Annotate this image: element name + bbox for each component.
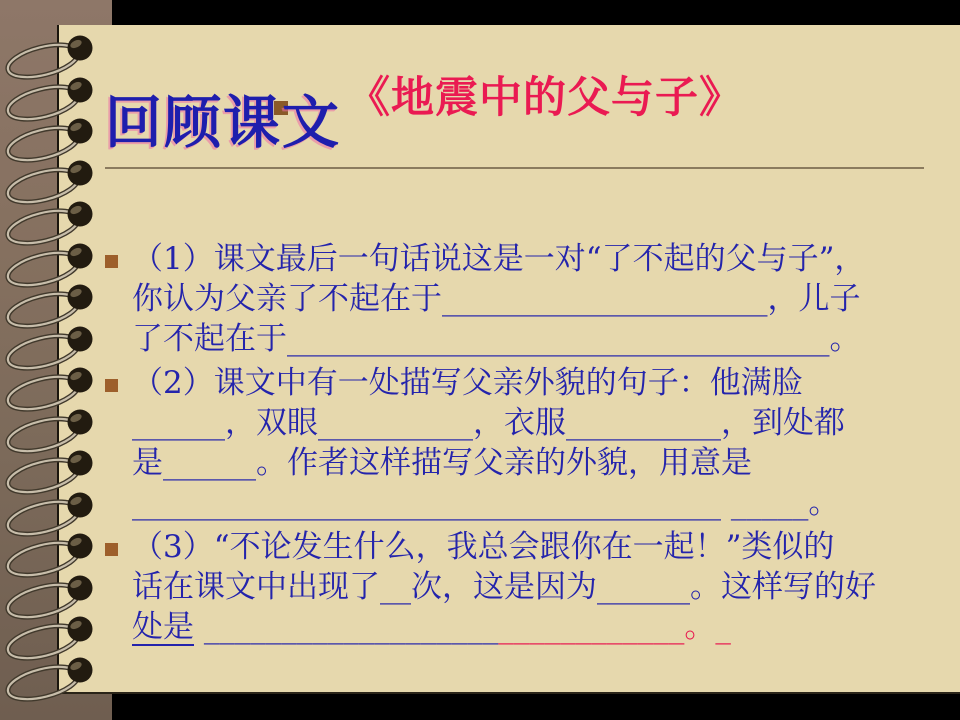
list-item-3 [105,527,945,647]
notebook-page [57,25,960,694]
list-item-2 [105,363,945,523]
square-bullet-icon [105,255,118,268]
slide-subtitle: 《地震中的父与子》 [347,73,743,123]
underlined-text: 处是 [132,609,194,645]
title-divider-line [105,167,924,169]
slide-title: 回顾课文 [105,89,341,157]
text-line: 你认为父亲了不起在于_____________________，儿子 [132,281,861,317]
list-item-1-text [132,239,865,359]
blank-blue: ___________________ [194,609,499,645]
text-line [132,607,876,647]
text-line: （3）“不论发生什么，我总会跟你在一起！”类似的 [132,529,835,565]
blank-crimson: ____________。_ [498,609,731,645]
text-line: 是______。作者这样描写父亲的外貌，用意是 [132,445,752,481]
text-line: 话在课文中出现了__次，这是因为______。这样写的好 [132,569,876,605]
text-line: （1）课文最后一句话说这是一对“了不起的父与子”， [132,241,866,277]
list-item-2-text [132,363,845,523]
square-bullet-icon [105,543,118,556]
list-item-1 [105,239,945,359]
text-line: ______________________________________ _____。 [132,485,840,521]
text-line: ______，双眼__________，衣服__________，到处都 [132,405,845,441]
list-item-3-text [132,527,876,647]
text-line: 了不起在于___________________________________。 [132,321,861,357]
text-line: （2）课文中有一处描写父亲外貌的句子：他满脸 [132,365,803,401]
slide-body [105,239,945,651]
square-bullet-icon [105,379,118,392]
